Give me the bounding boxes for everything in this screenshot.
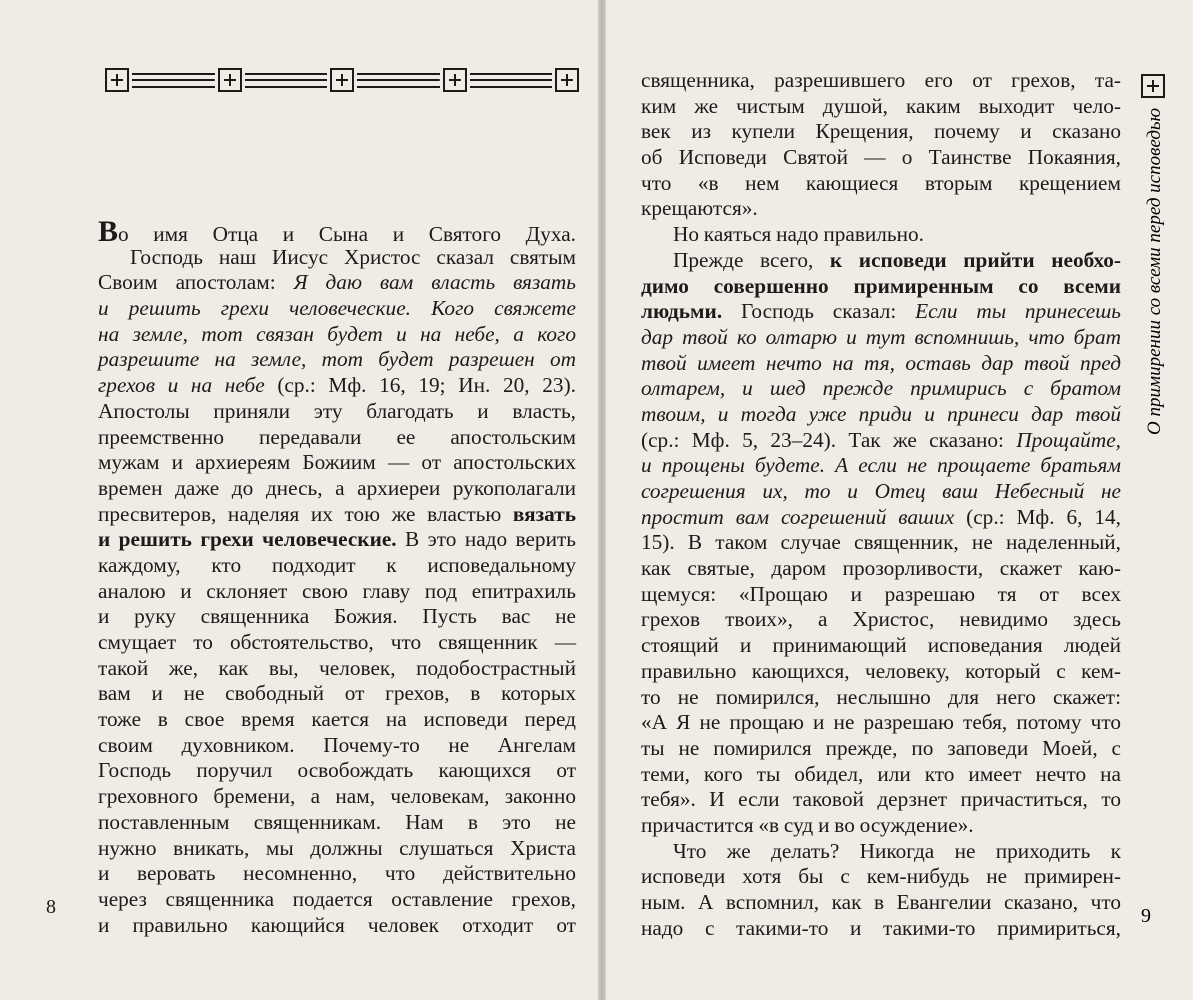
text-line bbox=[98, 758, 576, 784]
text-segment: пресвитеров, наделяя их тою же властью bbox=[98, 501, 513, 526]
text-segment: вам и не свободный от грехов, в которых bbox=[98, 681, 576, 706]
header-ornament bbox=[105, 66, 579, 94]
text-segment: правильно кающихся, человеку, который с кем- bbox=[641, 658, 1121, 683]
text-line bbox=[98, 476, 576, 502]
text-line bbox=[641, 530, 1121, 556]
text-segment: олтарем, и шед прежде примирись с братом bbox=[641, 376, 1121, 401]
text-segment: и решить грехи человеческие. Кого свяжете bbox=[98, 296, 576, 321]
text-segment: о имя Отца и Сына и Святого Духа. bbox=[118, 222, 576, 246]
text-segment: грехов и на небе bbox=[98, 373, 265, 398]
text-line bbox=[98, 270, 576, 296]
text-line bbox=[98, 425, 576, 451]
text-line bbox=[98, 296, 576, 322]
text-segment: причастится «в суд и во осуждение». bbox=[641, 812, 974, 837]
ornament-square bbox=[555, 68, 579, 92]
text-line bbox=[641, 68, 1121, 94]
text-line bbox=[98, 215, 576, 248]
text-segment: что «в нем кающиеся вторым крещением bbox=[641, 170, 1121, 195]
text-segment: смущает то обстоятельство, что священник — bbox=[98, 630, 576, 654]
text-line bbox=[98, 887, 576, 913]
text-segment: вязать bbox=[512, 501, 576, 526]
text-segment: греховного бремени, а нам, человекам, законно bbox=[98, 784, 576, 809]
text-segment: и решить грехи человеческие. bbox=[98, 527, 397, 552]
text-segment: аналою и склоняет свою главу под епитрахиль bbox=[98, 578, 576, 603]
page-number: 9 bbox=[1141, 905, 1151, 927]
ornament-bar bbox=[245, 73, 328, 88]
text-segment: В bbox=[98, 215, 119, 248]
text-line bbox=[98, 527, 576, 553]
text-segment: (ср.: Мф. 6, 14, bbox=[954, 504, 1121, 529]
text-line bbox=[641, 607, 1121, 633]
text-line bbox=[98, 579, 576, 605]
text-line bbox=[641, 453, 1121, 479]
text-segment: крещаются». bbox=[641, 196, 758, 221]
text-segment: Прежде всего, bbox=[641, 247, 830, 272]
text-segment: Своим апостолам: bbox=[98, 270, 294, 295]
text-segment: и руку священника Божия. Пусть вас не bbox=[98, 604, 576, 629]
text-line bbox=[641, 222, 1121, 248]
text-line bbox=[98, 347, 576, 373]
text-segment: священника, разрешившего его от грехов, та- bbox=[641, 68, 1121, 92]
text-line bbox=[641, 376, 1121, 402]
text-segment: грехов твоих», а Христос, невидимо здесь bbox=[641, 607, 1121, 632]
text-segment: и веровать несомненно, что действительно bbox=[98, 861, 576, 886]
ornament-bar bbox=[132, 73, 215, 88]
text-segment: щемуся: «Прощаю и разрешаю тя от всех bbox=[641, 581, 1121, 606]
text-segment: согрешения их, то и Отец ваш Небесный не bbox=[641, 479, 1121, 503]
text-segment: Но каяться надо правильно. bbox=[641, 222, 924, 247]
text-line bbox=[641, 505, 1121, 531]
text-line bbox=[641, 864, 1121, 890]
text-segment: как святые, даром прозорливости, скажет каю- bbox=[641, 556, 1121, 581]
page-number: 8 bbox=[46, 896, 56, 918]
text-segment: дар твой ко олтарю и тут вспомнишь, что брат bbox=[641, 324, 1121, 349]
text-line bbox=[641, 402, 1121, 428]
text-segment: поставленным священникам. Нам в это не bbox=[98, 809, 576, 834]
ornament-bar bbox=[470, 73, 553, 88]
text-line bbox=[641, 762, 1121, 788]
text-segment: (ср.: Мф. 16, 19; Ин. 20, 23). bbox=[264, 373, 576, 398]
text-line bbox=[641, 633, 1121, 659]
text-segment: то не помирился, неслышно для него скажет: bbox=[641, 684, 1121, 709]
text-line bbox=[98, 502, 576, 528]
text-segment: своим духовником. Почему-то не Ангелам bbox=[98, 732, 576, 757]
text-line bbox=[641, 685, 1121, 711]
text-line bbox=[641, 479, 1121, 505]
text-line bbox=[641, 428, 1121, 454]
text-segment: ким же чистым душой, каким выходит чело- bbox=[641, 93, 1121, 118]
text-line bbox=[641, 736, 1121, 762]
text-line bbox=[98, 733, 576, 759]
side-ornament bbox=[1141, 74, 1165, 98]
text-line bbox=[98, 707, 576, 733]
text-line bbox=[98, 630, 576, 656]
text-segment: твой имеет нечто на тя, оставь дар твой пред bbox=[641, 350, 1121, 375]
text-segment: исповеди хотя бы с кем-нибудь не примирен- bbox=[641, 864, 1121, 889]
text-segment: теми, кого ты обидел, или кто имеет нечто на bbox=[641, 761, 1121, 786]
text-segment: ты не помирился прежде, по заповеди Моей, с bbox=[641, 735, 1121, 760]
text-segment: каждому, кто подходит к исповедальному bbox=[98, 552, 576, 577]
text-line bbox=[98, 681, 576, 707]
ornament-square bbox=[330, 68, 354, 92]
text-segment: 15). В таком случае священник, не наделенный, bbox=[641, 530, 1121, 555]
text-line bbox=[98, 450, 576, 476]
text-segment: Прощайте, bbox=[1016, 427, 1121, 452]
text-segment: такой же, как вы, человек, подобострастный bbox=[98, 655, 576, 680]
text-line bbox=[641, 299, 1121, 325]
text-line bbox=[641, 710, 1121, 736]
text-segment: Если ты принесешь bbox=[915, 299, 1121, 324]
text-line bbox=[641, 582, 1121, 608]
text-line bbox=[98, 836, 576, 862]
book-gutter bbox=[598, 0, 606, 1000]
text-segment: Господь поручил освобождать кающихся от bbox=[98, 758, 576, 783]
text-segment: надо с такими-то и такими-то примириться, bbox=[641, 915, 1121, 940]
text-segment: Что же делать? Никогда не приходить к bbox=[641, 838, 1121, 863]
ornament-square bbox=[218, 68, 242, 92]
text-line bbox=[641, 145, 1121, 171]
text-segment: и прощены будете. А если не прощаете братьям bbox=[641, 453, 1121, 478]
text-line bbox=[98, 861, 576, 887]
text-line bbox=[98, 913, 576, 939]
right-page bbox=[606, 0, 1193, 1000]
text-line bbox=[641, 274, 1121, 300]
text-segment: Апостолы приняли эту благодать и власть, bbox=[98, 398, 576, 423]
text-segment: Господь наш Иисус Христос сказал святым bbox=[98, 244, 576, 269]
text-segment: димо совершенно примиренным со всеми bbox=[641, 273, 1121, 298]
text-segment: преемственно передавали ее апостольским bbox=[98, 424, 576, 449]
text-segment: стоящий и принимающий исповедания людей bbox=[641, 633, 1121, 658]
text-segment: и правильно кающийся человек отходит от bbox=[98, 912, 576, 937]
text-line bbox=[98, 245, 576, 271]
text-line bbox=[641, 839, 1121, 865]
text-segment: ным. А вспомнил, как в Евангелии сказано, что bbox=[641, 890, 1121, 914]
text-line bbox=[641, 787, 1121, 813]
text-line bbox=[641, 890, 1121, 916]
text-line bbox=[98, 810, 576, 836]
text-segment: к исповеди прийти необхо- bbox=[829, 247, 1122, 272]
text-line bbox=[98, 784, 576, 810]
text-line bbox=[641, 196, 1121, 222]
right-body-text bbox=[641, 68, 1121, 941]
ornament-square bbox=[105, 68, 129, 92]
text-segment: «А Я не прощаю и не разрешаю тебя, потому что bbox=[641, 710, 1121, 735]
text-segment: простит вам согрешений ваших bbox=[641, 504, 955, 529]
text-line bbox=[641, 813, 1121, 839]
text-line bbox=[98, 604, 576, 630]
text-line bbox=[98, 656, 576, 682]
text-segment: людьми. bbox=[641, 299, 723, 324]
text-line bbox=[641, 248, 1121, 274]
text-segment: разрешите на земле, тот будет разрешен от bbox=[98, 347, 576, 372]
text-line bbox=[98, 399, 576, 425]
left-body-text bbox=[98, 215, 576, 938]
text-line bbox=[641, 916, 1121, 942]
text-line bbox=[641, 94, 1121, 120]
text-line bbox=[98, 373, 576, 399]
text-segment: мужам и архиереям Божиим — от апостольских bbox=[98, 450, 576, 475]
text-segment: об Исповеди Святой — о Таинстве Покаяния, bbox=[641, 145, 1121, 170]
text-segment: Господь сказал: bbox=[722, 299, 916, 324]
running-head: О примирении со всеми перед исповедью bbox=[1144, 108, 1165, 435]
text-segment: тебя». И если таковой дерзнет причаститься, то bbox=[641, 787, 1121, 812]
ornament-bar bbox=[357, 73, 440, 88]
text-segment: тоже в свое время кается на исповеди перед bbox=[98, 707, 576, 732]
text-segment: времен даже до днесь, а архиереи рукополагали bbox=[98, 475, 576, 500]
text-line bbox=[641, 556, 1121, 582]
text-segment: (ср.: Мф. 5, 23–24). Так же сказано: bbox=[641, 427, 1017, 452]
text-line bbox=[641, 659, 1121, 685]
ornament-square bbox=[443, 68, 467, 92]
text-line bbox=[641, 119, 1121, 145]
text-line bbox=[641, 325, 1121, 351]
text-segment: Я даю вам власть вязать bbox=[293, 270, 576, 295]
text-segment: В это надо верить bbox=[396, 527, 576, 552]
text-segment: через священника подается оставление грехов, bbox=[98, 886, 576, 911]
text-line bbox=[98, 553, 576, 579]
text-segment: на земле, тот связан будет и на небе, а кого bbox=[98, 321, 576, 346]
text-line bbox=[641, 351, 1121, 377]
text-segment: нужно вникать, мы должны слушаться Христа bbox=[98, 835, 576, 860]
text-segment: век из купели Крещения, почему и сказано bbox=[641, 119, 1121, 144]
text-segment: твоим, и тогда уже приди и принеси дар твой bbox=[641, 401, 1121, 426]
text-line bbox=[98, 322, 576, 348]
text-line bbox=[641, 171, 1121, 197]
